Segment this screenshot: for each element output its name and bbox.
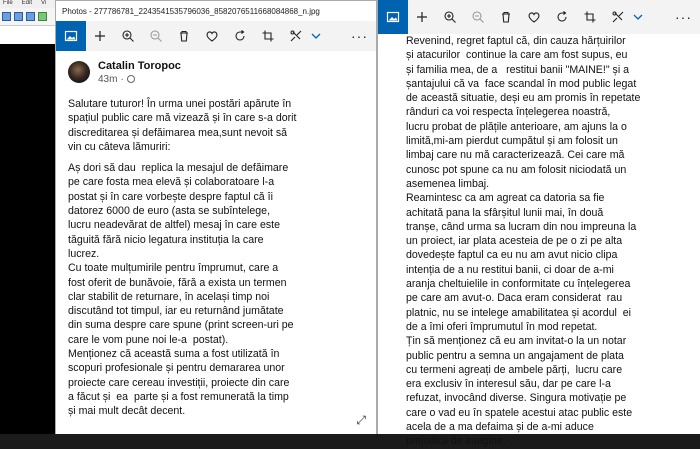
text-line: Reamintesc ca am agreat ca datoria sa fie (406, 192, 605, 205)
text-line: care o vad eu în spatele acestui atac public este (406, 406, 633, 419)
crop-icon[interactable] (254, 21, 282, 51)
text-line: limbaj care nu mă caracterizează. Cei care mă (406, 149, 625, 162)
text-line: asemenea limbaj. (406, 177, 490, 190)
rotate-icon[interactable] (226, 21, 254, 51)
delete-icon[interactable] (170, 21, 198, 51)
more-icon[interactable]: ··· (351, 28, 368, 44)
text-line: scopuri profesionale și pentru demararea unor (68, 362, 285, 375)
menu-view[interactable]: Vi (41, 0, 47, 6)
globe-icon (127, 75, 135, 83)
photos-toolbar (56, 21, 376, 51)
text-line: discreditarea și defăimarea mea,sunt nevoit să (68, 126, 288, 139)
save-icon[interactable] (26, 12, 35, 21)
text-line: fost oferit de bunăvoie, fără a exista un termen (68, 276, 287, 289)
text-line: și mai mult decât decent. (68, 405, 186, 418)
zoom-out-icon[interactable] (464, 2, 492, 32)
text-line: lucrez. (68, 247, 100, 260)
text-line: refuzat, invocând diverse. Singura motivație pe (406, 392, 627, 405)
photos-window-1 (55, 0, 377, 434)
text-line: clar stabilit de returnare, în același timp noi (68, 290, 270, 303)
text-line: intenția de a nu restitui banii, ci doar de a-mi (406, 263, 614, 276)
zoom-in-icon[interactable] (114, 21, 142, 51)
photos-toolbar (378, 0, 700, 34)
text-line: din suma despre care spune (print screen-uri pe (68, 319, 294, 332)
text-line: Salutare tuturor! În urma unei postări apărute în (68, 98, 292, 110)
text-line: Cu toate mulțumirile pentru împrumut, care a (68, 262, 279, 275)
post-meta (98, 74, 181, 85)
zoom-out-icon[interactable] (142, 21, 170, 51)
post-time: 43m (98, 73, 118, 85)
background-toolbar (0, 8, 60, 26)
text-line: aranja cheltuielile in conformitate cu înțelegerea (406, 278, 631, 291)
text-line: platnic, nu se intelege amabilitatea și acordul ei (406, 306, 631, 319)
open-folder-icon[interactable] (14, 12, 23, 21)
heart-icon[interactable] (198, 21, 226, 51)
zoom-in-icon[interactable] (436, 2, 464, 32)
window-title: Photos - 277786781_2243541535796036_8582076511668084868_n.jpg (56, 1, 376, 21)
delete-icon[interactable] (492, 2, 520, 32)
dot-separator: · (120, 73, 124, 85)
text-line: datorez 6000 de euro (asta se subîntelege, (68, 205, 271, 218)
text-line: rânduri ca voi respecta înțelegerea noastră, (406, 106, 611, 119)
chevron-down-icon[interactable] (310, 21, 322, 51)
text-line: acela de a ma defaima și de a-mi aduce (406, 421, 594, 434)
text-line: achitată pana la sfârșitul lunii mai, în două (406, 206, 604, 219)
crop-icon[interactable] (576, 2, 604, 32)
text-line: și familia mea, de a restitui banii "MAINE!" și a (406, 63, 630, 76)
heart-icon[interactable] (520, 2, 548, 32)
text-line: limită,mi-am pierdut cumpătul și am folosit un (406, 135, 618, 148)
text-line: de a îmi oferi împrumutul în mod repetat. (406, 320, 598, 333)
text-line: șantajului că va face scandal în mod public legat (406, 77, 637, 90)
text-line: Țin să menționez că eu am invitat-o la un notar (406, 335, 627, 348)
new-file-icon[interactable] (2, 12, 11, 21)
text-line: discutând tot timpul, iar eu returnând jumătate (68, 305, 284, 318)
chevron-down-icon[interactable] (632, 2, 644, 32)
edit-icon[interactable] (604, 2, 632, 32)
text-line: lucru neadevărat de altfel) mesaj în care este (68, 219, 280, 232)
avatar (68, 61, 90, 83)
text-line: lucru probat de plățile anterioare, am ajuns la o (406, 120, 627, 133)
text-line: spațiul public care mă vizează și în care s-a dorit (68, 112, 297, 125)
background-app (0, 0, 60, 434)
text-line: tăguită fără nicio legatura instituția la care (68, 233, 264, 246)
edit-icon[interactable] (282, 21, 310, 51)
post-author (68, 57, 364, 87)
spreadsheet-icon[interactable] (38, 12, 47, 21)
menu-file[interactable]: File (3, 0, 13, 6)
more-icon[interactable]: ··· (675, 9, 692, 25)
text-line: proiecte care cereau investiții, proiecte din care (68, 376, 290, 389)
text-line: și atacurilor continue la care am fost supus, eu (406, 49, 628, 62)
text-line: un proiect, iar plata acesteia de pe o zi pe alta (406, 235, 623, 248)
rotate-icon[interactable] (548, 2, 576, 32)
text-line: vin cu câteva lămuriri: (68, 140, 171, 153)
post-text (68, 97, 364, 419)
text-line: Menționez că această suma a fost utilizată în (68, 348, 280, 361)
image-icon[interactable] (378, 0, 408, 34)
background-menubar (0, 0, 60, 8)
text-line: dovedește faptul ca eu nu am avut nicio clipa (406, 249, 618, 262)
text-line: pe care fosta mea elevă și colaboratoare l-a (68, 176, 275, 189)
text-line: cunosc pot spune ca nu am folosit niciodată un (406, 163, 627, 176)
image-icon[interactable] (56, 21, 86, 51)
add-icon[interactable] (86, 21, 114, 51)
fullscreen-icon[interactable]: ⤢ (356, 413, 366, 427)
text-line: Aș dori să dau replica la mesajul de defăimare (68, 162, 289, 175)
text-line: era exclusiv în interesul său, dar pe care l-a (406, 378, 611, 391)
menu-edit[interactable]: Edit (21, 0, 33, 6)
post-image (56, 51, 376, 434)
photos-window-2 (377, 0, 700, 448)
post-image (378, 34, 700, 448)
background-sheet (0, 26, 60, 44)
text-line: prejudicii de imagine. (406, 435, 506, 448)
text-line: Revenind, regret faptul că, din cauza hărțuirilor (406, 35, 626, 47)
text-line: de această situatie, deși eu am promis în repetate (406, 92, 641, 105)
text-line: pe care am avut-o. Daca eram considerat rau (406, 292, 623, 305)
text-line: a făcut și ea parte și a fost remunerată la timp (68, 390, 289, 403)
text-line: cu termeni agreați de ambele părți, lucru care (406, 363, 623, 376)
text-line: public pentru a semna un angajament de plata (406, 349, 624, 362)
post-text (406, 34, 688, 449)
text-line: care le vom pune noi le-a postat). (68, 333, 229, 346)
author-name: Catalin Toropoc (98, 59, 181, 72)
text-line: postat și în care vorbește despre faptul că îi (68, 190, 273, 203)
add-icon[interactable] (408, 2, 436, 32)
text-line: tranșe, când urma sa lucram din nou impreuna la (406, 220, 637, 233)
